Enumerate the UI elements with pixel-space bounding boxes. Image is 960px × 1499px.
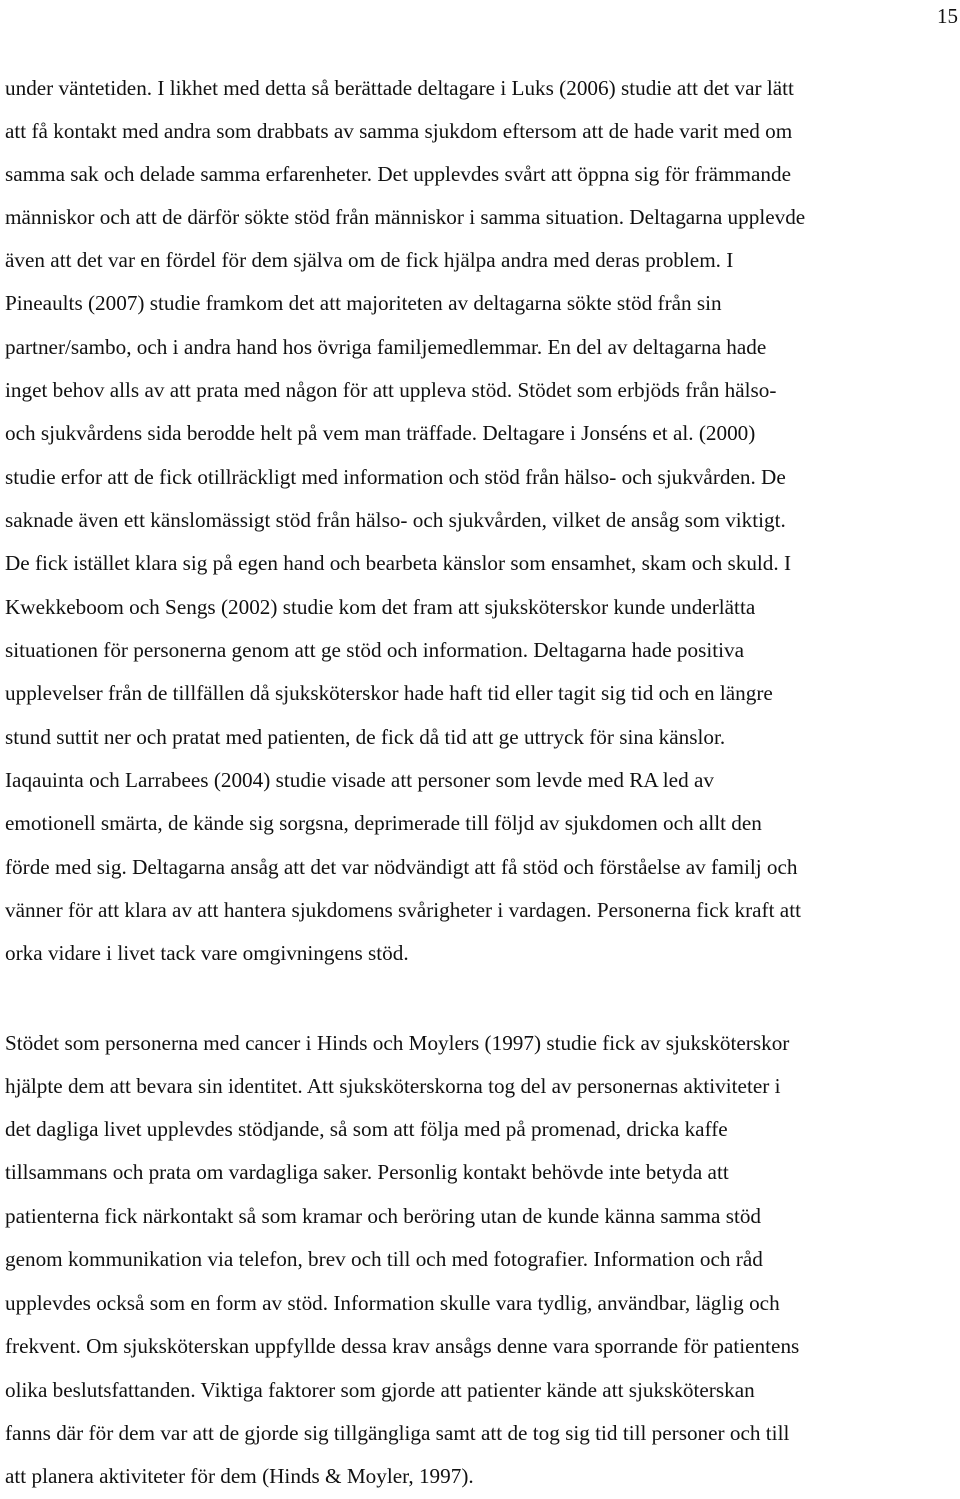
paragraph-1-line-4: människor och att de därför sökte stöd från människor i samma situation. Deltagarna upplevde xyxy=(5,205,806,229)
paragraph-2-line-4: tillsammans och prata om vardagliga saker. Personlig kontakt behövde inte betyda att xyxy=(5,1160,729,1184)
paragraph-1-line-14: situationen för personerna genom att ge stöd och information. Deltagarna hade positiva xyxy=(5,638,744,662)
paragraph-2-line-8: frekvent. Om sjuksköterskan uppfyllde dessa krav ansågs denne vara sporrande för patientens xyxy=(5,1334,800,1358)
paragraph-1-line-2: att få kontakt med andra som drabbats av samma sjukdom eftersom att de hade varit med om xyxy=(5,119,793,143)
paragraph-1-line-21: orka vidare i livet tack vare omgivningens stöd. xyxy=(5,941,409,965)
paragraph-2-line-5: patienterna fick närkontakt så som kramar och beröring utan de kunde känna samma stöd xyxy=(5,1204,762,1228)
paragraph-1-line-18: emotionell smärta, de kände sig sorgsna, deprimerade till följd av sjukdomen och allt den xyxy=(5,811,762,835)
paragraph-1-line-9: och sjukvårdens sida berodde helt på vem man träffade. Deltagare i Jonséns et al. (2000) xyxy=(5,421,756,445)
paragraph-1-line-1: under väntetiden. I likhet med detta så berättade deltagare i Luks (2006) studie att det var lätt xyxy=(5,76,794,100)
paragraph-1-line-20: vänner för att klara av att hantera sjukdomens svårigheter i vardagen. Personerna fick kraft att xyxy=(5,898,801,922)
paragraph-1-line-5: även att det var en fördel för dem själva om de fick hjälpa andra med deras problem. I xyxy=(5,248,734,272)
paragraph-1-line-11: saknade även ett känslomässigt stöd från hälso- och sjukvården, vilket de ansåg som viktigt. xyxy=(5,508,786,532)
page-number: 15 xyxy=(937,4,958,28)
paragraph-1-line-6: Pineaults (2007) studie framkom det att majoriteten av deltagarna sökte stöd från sin xyxy=(5,291,722,315)
paragraph-2-line-11: att planera aktiviteter för dem (Hinds & Moyler, 1997). xyxy=(5,1464,474,1488)
paragraph-1-line-15: upplevelser från de tillfällen då sjuksköterskor hade haft tid eller tagit sig tid och en längre xyxy=(5,681,773,705)
paragraph-1-line-3: samma sak och delade samma erfarenheter. Det upplevdes svårt att öppna sig för främmande xyxy=(5,162,791,186)
paragraph-1-line-19: förde med sig. Deltagarna ansåg att det var nödvändigt att få stöd och förståelse av familj och xyxy=(5,855,798,879)
paragraph-1-line-13: Kwekkeboom och Sengs (2002) studie kom det fram att sjuksköterskor kunde underlätta xyxy=(5,595,756,619)
paragraph-1-line-8: inget behov alls av att prata med någon för att uppleva stöd. Stödet som erbjöds från hälso- xyxy=(5,378,777,402)
paragraph-2-line-3: det dagliga livet upplevdes stödjande, så som att följa med på promenad, dricka kaffe xyxy=(5,1117,728,1141)
paragraph-1-line-10: studie erfor att de fick otillräckligt med information och stöd från hälso- och sjukvården. De xyxy=(5,465,786,489)
paragraph-2-line-10: fanns där för dem var att de gjorde sig tillgängliga samt att de tog sig tid till personer och till xyxy=(5,1421,790,1445)
paragraph-1-line-12: De fick istället klara sig på egen hand och bearbeta känslor som ensamhet, skam och skuld. I xyxy=(5,551,792,575)
paragraph-1-line-16: stund suttit ner och pratat med patienten, de fick då tid att ge uttryck för sina känslor. xyxy=(5,725,726,749)
paragraph-2-line-7: upplevdes också som en form av stöd. Information skulle vara tydlig, användbar, läglig och xyxy=(5,1291,780,1315)
paragraph-1-line-7: partner/sambo, och i andra hand hos övriga familjemedlemmar. En del av deltagarna hade xyxy=(5,335,767,359)
paragraph-2-line-9: olika beslutsfattanden. Viktiga faktorer som gjorde att patienter kände att sjuksköterskan xyxy=(5,1378,755,1402)
paragraph-2-line-1: Stödet som personerna med cancer i Hinds och Moylers (1997) studie fick av sjuksköterskor xyxy=(5,1031,790,1055)
paragraph-2-line-6: genom kommunikation via telefon, brev och till och med fotografier. Information och råd xyxy=(5,1247,763,1271)
paragraph-1-line-17: Iaqauinta och Larrabees (2004) studie visade att personer som levde med RA led av xyxy=(5,768,714,792)
paragraph-2-line-2: hjälpte dem att bevara sin identitet. Att sjuksköterskorna tog del av personernas aktiviteter i xyxy=(5,1074,781,1098)
